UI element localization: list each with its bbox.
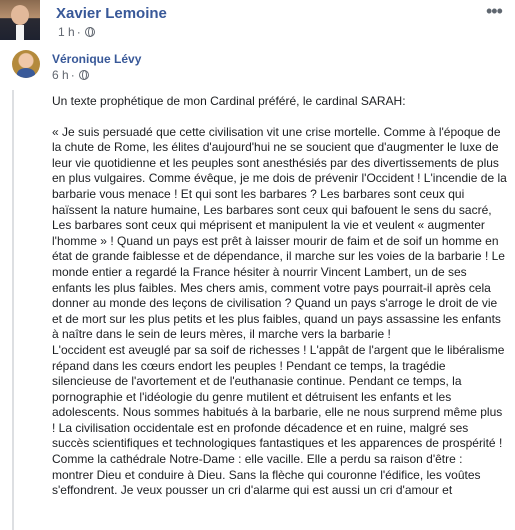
shared-post-timestamp[interactable]: 6 h — [52, 68, 69, 82]
post-body — [52, 94, 507, 499]
shared-post-meta — [52, 68, 89, 82]
shared-author-avatar[interactable] — [12, 50, 40, 78]
meta-separator: · — [76, 25, 81, 39]
author-avatar[interactable] — [0, 0, 40, 40]
quote-bar — [12, 90, 14, 530]
globe-icon — [85, 27, 95, 37]
author-name[interactable]: Xavier Lemoine — [56, 5, 167, 22]
meta-separator: · — [70, 68, 75, 82]
post-header — [0, 0, 515, 44]
post-paragraph-intro: Un texte prophétique de mon Cardinal préféré, le cardinal SARAH: — [52, 94, 406, 108]
shared-author-name[interactable]: Véronique Lévy — [52, 52, 142, 66]
post-paragraph: « Je suis persuadé que cette civilisation vit une crise mortelle. Comme à l'époque de la chute de Rome, les élites d'aujourd'hui ne se soucient que d'augmenter le luxe de leur vie quotidienne et les peuples sont anesthésiés par des divertissements de plus en plus vulgaires. Comme évêque, je me dois de prévenir l'Occident ! L'incendie de la barbarie vous menace ! Et qui sont les barbares ? Les barbares sont ceux qui haïssent la nature humaine, Les barbares sont ceux qui bafouent le sens du sacré, Les barbares sont ceux qui méprisent et manipulent la vie et veulent « augmenter l'homme » ! Quand un pays est prêt à laisser mourir de faim et de soif un homme en état de grande faiblesse et de dépendance, il marche sur les voies de la barbarie ! Le monde entier a regardé la France hésiter à nourrir Vincent Lambert, un de ses enfants les plus faibles. Mes chers amis, comment votre pays pourrait-il après cela donner au monde des leçons de civilisation ? Quand un pays s'arroge le droit de vie et de mort sur les plus petits et les plus faibles, quand un pays assassine les enfants à naître dans le sein de leurs mères, il marche vers la barbarie ! — [52, 124, 507, 342]
shared-post — [12, 50, 515, 529]
globe-icon — [79, 70, 89, 80]
more-options-icon[interactable]: ••• — [486, 1, 502, 21]
post-meta — [58, 25, 95, 39]
post-timestamp[interactable]: 1 h — [58, 25, 75, 39]
post-paragraph: L'occident est aveuglé par sa soif de richesses ! L'appât de l'argent que le libéralisme répand dans les cœurs endort les peuples ! Pendant ce temps, la tragédie silencieuse de l'avortement et de l'euthanasie continue. Pendant ce temps, la pornographie et l'idéologie du genre mutilent et détruisent les enfants et les adolescents. Nous sommes habitués à la barbarie, elle ne nous surprend même plus ! La civilisation occidentale est en profonde décadence et en ruine, malgré ses succès scientifiques et technologiques fantastiques et les apparences de prospérité ! Comme la cathédrale Notre-Dame : elle vacille. Elle a perdu sa raison d'être : montrer Dieu et conduire à Dieu. Sans la flèche qui couronne l'édifice, les voûtes s'effondrent. Je veux pousser un cri d'alarme qui est aussi un cri d'amour et — [52, 342, 505, 498]
